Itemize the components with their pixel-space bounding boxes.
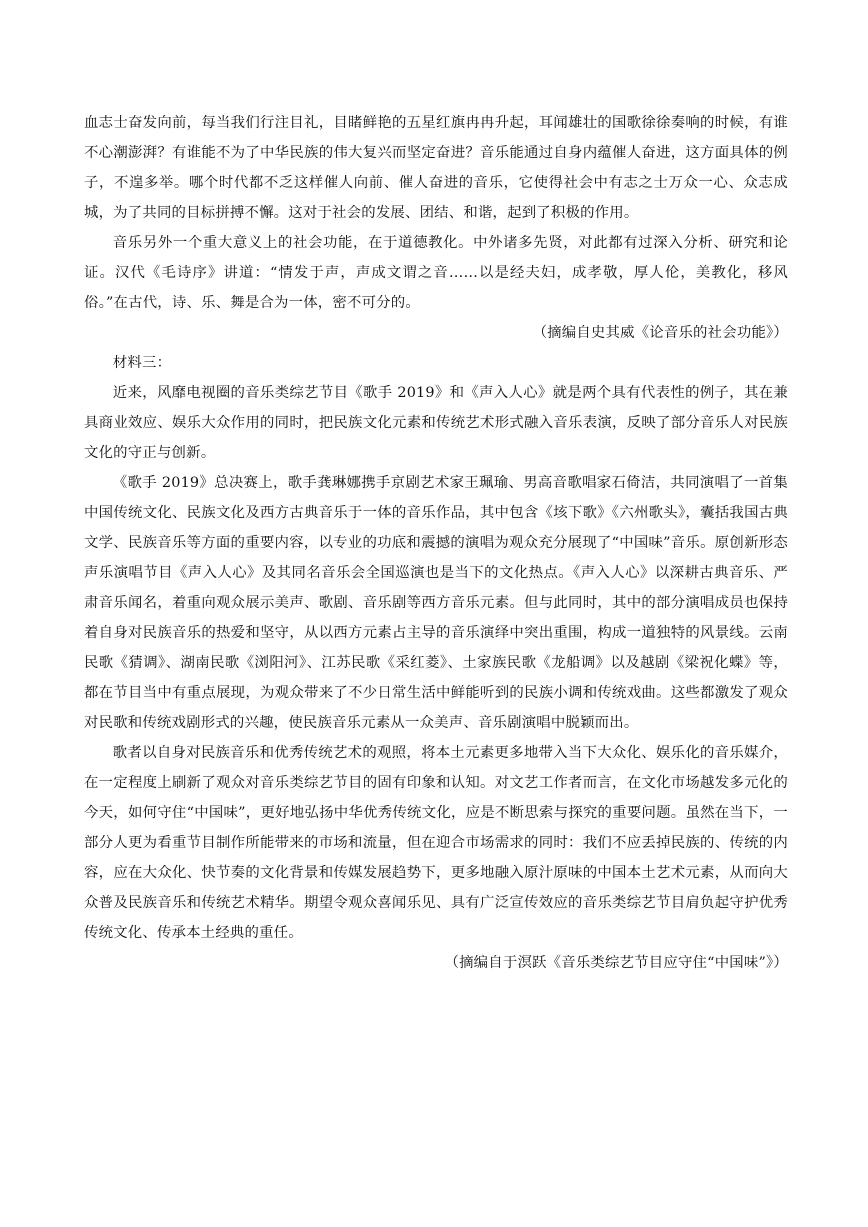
source-citation-2: （摘编自于溟跃《音乐类综艺节目应守住“中国味”》）	[444, 955, 788, 971]
section-heading-material-3: 材料三：	[112, 355, 172, 371]
paragraph-moral-education: 音乐另外一个重大意义上的社会功能，在于道德教化。中外诸多先贤，对此都有过深入分析、研究和论证。汉代《毛诗序》讲道：“情发于声，声成文谓之音……以是经夫妇，成孝敬，厚人伦，美教化，移风俗。”在古代，诗、乐、舞是合为一体，密不可分的。	[84, 235, 788, 311]
paragraph-variety-shows: 近来，风靡电视圈的音乐类综艺节目《歌手 2019》和《声入人心》就是两个具有代表性的例子，其在兼具商业效应、娱乐大众作用的同时，把民族文化元素和传统艺术形式融入音乐表演，反映了部分音乐人对民族文化的守正与创新。	[84, 385, 788, 461]
paragraph-singers-role: 歌者以自身对民族音乐和优秀传统艺术的观照，将本土元素更多地带入当下大众化、娱乐化的音乐媒介，在一定程度上刷新了观众对音乐类综艺节目的固有印象和认知。对文艺工作者而言，在文化市场越发多元化的今天，如何守住“中国味”，更好地弘扬中华优秀传统文化，应是不断思索与探究的重要问题。虽然在当下，一部分人更为看重节目制作所能带来的市场和流量，但在迎合市场需求的同时：我们不应丢掉民族的、传统的内容，应在大众化、快节奏的文化背景和传媒发展趋势下，更多地融入原汁原味的中国本土艺术元素，从而向大众普及民族音乐和传统艺术精华。期望令观众喜闻乐见、具有广泛宣传效应的音乐类综艺节目肩负起守护优秀传统文化、传承本土经典的重任。	[84, 745, 788, 941]
source-citation-1: （摘编自史其威《论音乐的社会功能》）	[532, 325, 788, 341]
document-body	[84, 108, 788, 978]
paragraph-singer-2019: 《歌手 2019》总决赛上，歌手龚琳娜携手京剧艺术家王珮瑜、男高音歌唱家石倚洁，共同演唱了一首集中国传统文化、民族文化及西方古典音乐于一体的音乐作品，其中包含《垓下歌》《六州歌头》，囊括我国古典文学、民族音乐等方面的重要内容，以专业的功底和震撼的演唱为观众充分展现了“中国味”音乐。原创新形态声乐演唱节目《声入人心》及其同名音乐会全国巡演也是当下的文化热点。《声入人心》以深耕古典音乐、严肃音乐闻名，着重向观众展示美声、歌剧、音乐剧等西方音乐元素。但与此同时，其中的部分演唱成员也保持着自身对民族音乐的热爱和坚守，从以西方元素占主导的音乐演绎中突出重围，构成一道独特的风景线。云南民歌《猜调》、湖南民歌《浏阳河》、江苏民歌《采红菱》、土家族民歌《龙船调》以及越剧《梁祝化蝶》等，都在节目当中有重点展现，为观众带来了不少日常生活中鲜能听到的民族小调和传统戏曲。这些都激发了观众对民歌和传统戏剧形式的兴趣，使民族音乐元素从一众美声、音乐剧演唱中脱颖而出。	[84, 475, 788, 731]
paragraph-continued: 血志士奋发向前，每当我们行注目礼，目睹鲜艳的五星红旗冉冉升起，耳闻雄壮的国歌徐徐奏响的时候，有谁不心潮澎湃？有谁能不为了中华民族的伟大复兴而坚定奋进？音乐能通过自身内蕴催人奋进，这方面具体的例子，不遑多举。哪个时代都不乏这样催人向前、催人奋进的音乐，它使得社会中有志之士万众一心、众志成城，为了共同的目标拼搏不懈。这对于社会的发展、团结、和谐，起到了积极的作用。	[84, 115, 788, 221]
